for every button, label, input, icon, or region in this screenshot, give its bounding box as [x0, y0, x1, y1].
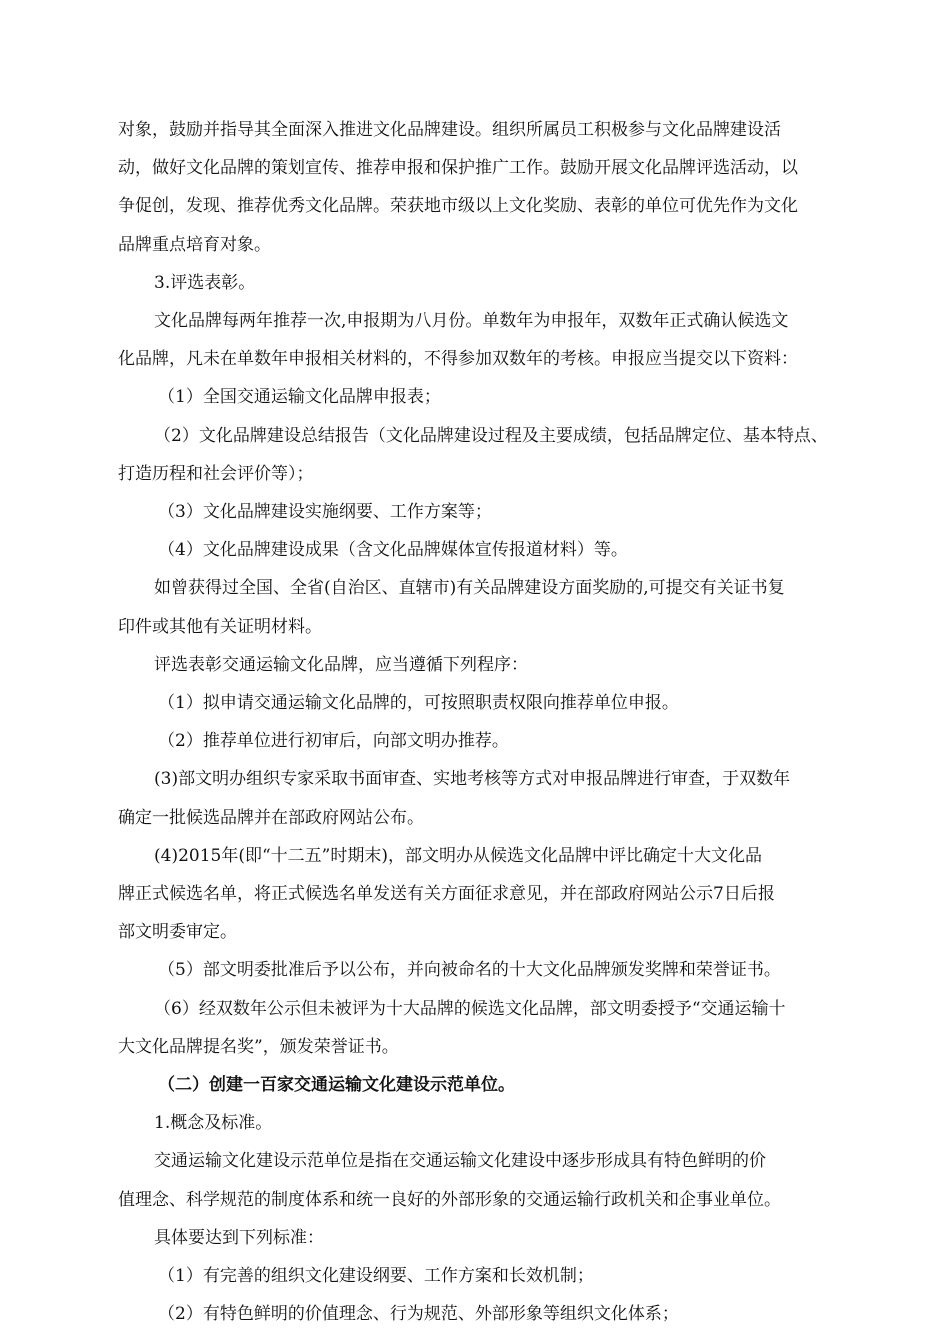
text-line: （1）拟申请交通运输文化品牌的，可按照职责权限向推荐单位申报。 [158, 693, 679, 713]
text-line: 文化品牌每两年推荐一次,申报期为八月份。单数年为申报年，双数年正式确认候选文 [154, 311, 789, 331]
text-line: （6）经双数年公示但未被评为十大品牌的候选文化品牌，部文明委授予“交通运输十 [154, 998, 786, 1019]
text-line: 3.评选表彰。 [154, 272, 256, 293]
text-line: （5）部文明委批准后予以公布，并向被命名的十大文化品牌颁发奖牌和荣誉证书。 [158, 960, 781, 981]
text-line: (3)部文明办组织专家采取书面审查、实地考核等方式对申报品牌进行审查，于双数年 [154, 769, 791, 790]
text-line: 品牌重点培育对象。 [118, 234, 271, 255]
text-line: 1.概念及标准。 [154, 1113, 273, 1134]
text-line: 如曾获得过全国、全省(自治区、直辖市)有关品牌建设方面奖励的,可提交有关证书复 [154, 578, 785, 599]
text-line: 化品牌，凡未在单数年申报相关材料的，不得参加双数年的考核。申报应当提交以下资料： [118, 349, 798, 370]
text-line: 动，做好文化品牌的策划宣传、推荐申报和保护推广工作。鼓励开展文化品牌评选活动，以 [118, 158, 798, 179]
text-line: (4)2015年(即“十二五”时期末)，部文明办从候选文化品牌中评比确定十大文化品 [154, 845, 762, 866]
text-line: （1）全国交通运输文化品牌申报表； [158, 387, 441, 408]
text-line: （2）有特色鲜明的价值理念、行为规范、外部形象等组织文化体系； [158, 1304, 679, 1325]
text-line: 牌正式候选名单，将正式候选名单发送有关方面征求意见，并在部政府网站公示7日后报 [118, 884, 775, 904]
text-line: （4）文化品牌建设成果（含文化品牌媒体宣传报道材料）等。 [158, 540, 628, 561]
text-line: 打造历程和社会评价等）； [118, 463, 314, 484]
text-line: （2）推荐单位进行初审后，向部文明办推荐。 [158, 731, 509, 752]
text-line: （2）文化品牌建设总结报告（文化品牌建设过程及主要成绩，包括品牌定位、基本特点、 [154, 425, 828, 446]
text-line: （3）文化品牌建设实施纲要、工作方案等； [158, 502, 492, 522]
text-line: （1）有完善的组织文化建设纲要、工作方案和长效机制； [158, 1266, 594, 1286]
text-line: 争促创，发现、推荐优秀文化品牌。荣获地市级以上文化奖励、表彰的单位可优先作为文化 [118, 196, 798, 217]
text-line: 确定一批候选品牌并在部政府网站公布。 [118, 807, 424, 828]
text-line: 印件或其他有关证明材料。 [118, 616, 322, 637]
text-line: 评选表彰交通运输文化品牌，应当遵循下列程序： [154, 654, 528, 675]
text-line: 部文明委审定。 [118, 922, 237, 943]
text-line: 对象，鼓励并指导其全面深入推进文化品牌建设。组织所属员工积极参与文化品牌建设活 [118, 120, 781, 140]
section-heading-line: （二）创建一百家交通运输文化建设示范单位。 [158, 1075, 515, 1095]
text-line: 大文化品牌提名奖”，颁发荣誉证书。 [118, 1036, 399, 1057]
text-line: 具体要达到下列标准： [154, 1227, 324, 1248]
text-line: 交通运输文化建设示范单位是指在交通运输文化建设中逐步形成具有特色鲜明的价 [154, 1151, 766, 1172]
text-line: 值理念、科学规范的制度体系和统一良好的外部形象的交通运输行政机关和企事业单位。 [118, 1189, 781, 1210]
